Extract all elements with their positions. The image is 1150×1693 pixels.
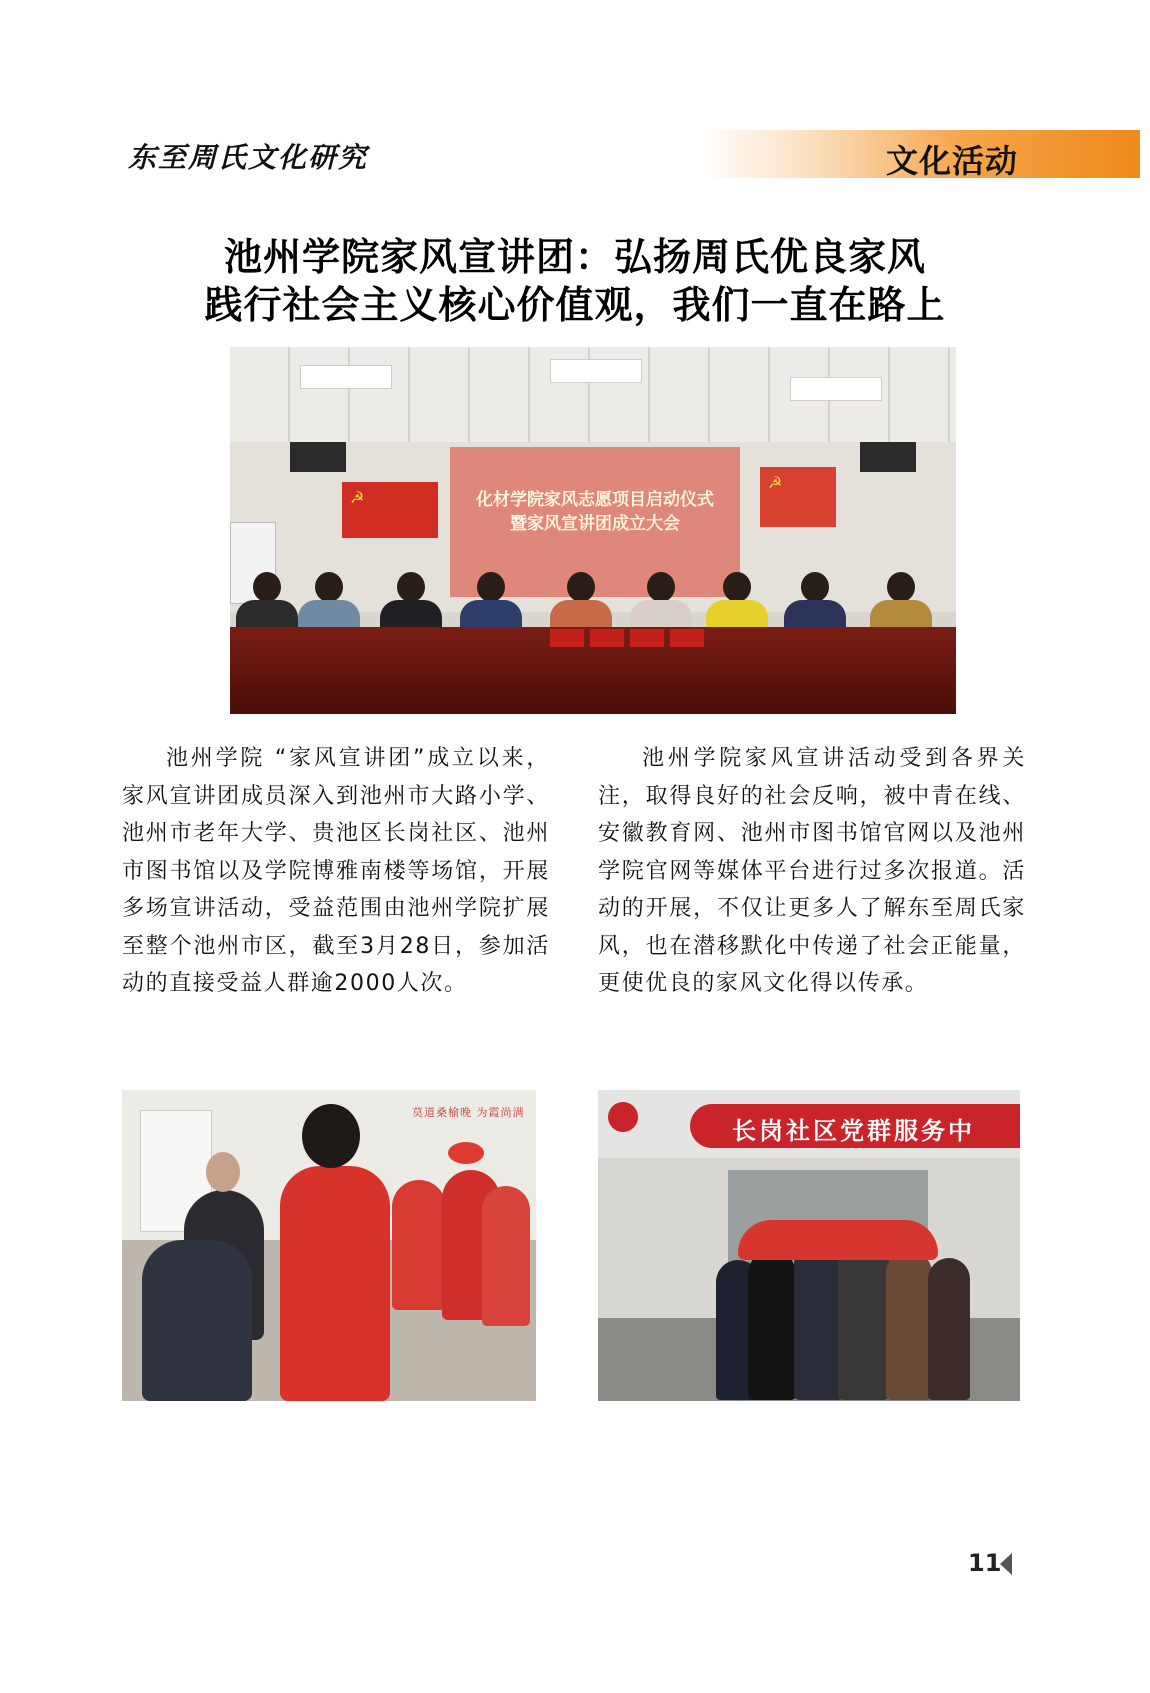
screen-title-line-1: 化材学院家风志愿项目启动仪式 [476, 490, 714, 510]
community-sign-text: 长岗社区党群服务中 [732, 1117, 975, 1145]
group-member [748, 1250, 796, 1400]
hammer-sickle-icon: ☭ [350, 488, 365, 507]
photo-meeting [230, 347, 956, 714]
page-number: 11 [968, 1549, 1002, 1577]
article-title-line-1: 池州学院家风宣讲团：弘扬周氏优良家风 [223, 234, 926, 279]
ceiling-light [550, 359, 642, 383]
wall-sign: 莫道桑榆晚 为霞尚满 [412, 1106, 525, 1119]
group-member [886, 1250, 932, 1400]
elder-head [206, 1152, 240, 1192]
red-box [550, 629, 584, 647]
volunteer-head [302, 1104, 360, 1168]
publication-name: 东至周氏文化研究 [128, 141, 369, 174]
seated-person [142, 1240, 252, 1401]
red-box [630, 629, 664, 647]
photo-volunteers [122, 1090, 536, 1401]
ceiling-light [790, 377, 882, 401]
volunteer-row [738, 1220, 938, 1260]
group-member [928, 1258, 970, 1400]
red-box [670, 629, 704, 647]
page-arrow-icon [1000, 1553, 1012, 1575]
hammer-sickle-icon: ☭ [768, 473, 783, 492]
paragraph-left-text: 池州学院 “家风宣讲团”成立以来，家风宣讲团成员深入到池州市大路小学、池州市老年大学、贵池区长岗社区、池州市图书馆以及学院博雅南楼等场馆，开展多场宣讲活动，受益范围由池州学院扩展至整个池州市区，截至3月28日，参加活动的直接受益人群逾2000人次。 [122, 746, 550, 996]
red-cap [448, 1142, 484, 1164]
photo-community [598, 1090, 1020, 1401]
article-title-line-2: 践行社会主义核心价值观，我们一直在路上 [204, 282, 946, 327]
section-label: 文化活动 [885, 142, 1018, 180]
screen-title-line-2: 暨家风宣讲团成立大会 [510, 514, 680, 534]
group-member [794, 1240, 844, 1400]
party-flag [342, 482, 438, 538]
paragraph-right [598, 740, 1026, 1003]
volunteer-vest [280, 1166, 390, 1401]
speaker [860, 442, 916, 472]
speaker [290, 442, 346, 472]
group-member [838, 1238, 890, 1400]
section-bar [700, 130, 1140, 178]
volunteer-group [392, 1180, 446, 1310]
paragraph-left [122, 740, 550, 1003]
volunteer-group [482, 1186, 530, 1326]
red-box [590, 629, 624, 647]
community-sign [690, 1104, 1020, 1148]
paragraph-right-text: 池州学院家风宣讲活动受到各界关注，取得良好的社会反响，被中青在线、安徽教育网、池州市图书馆官网以及池州学院官网等媒体平台进行过多次报道。活动的开展，不仅让更多人了解东至周氏家风，也在潜移默化中传递了社会正能量，更使优良的家风文化得以传承。 [598, 746, 1026, 996]
poster-board [760, 467, 836, 527]
emblem [608, 1102, 638, 1132]
ceiling-light [300, 365, 392, 389]
